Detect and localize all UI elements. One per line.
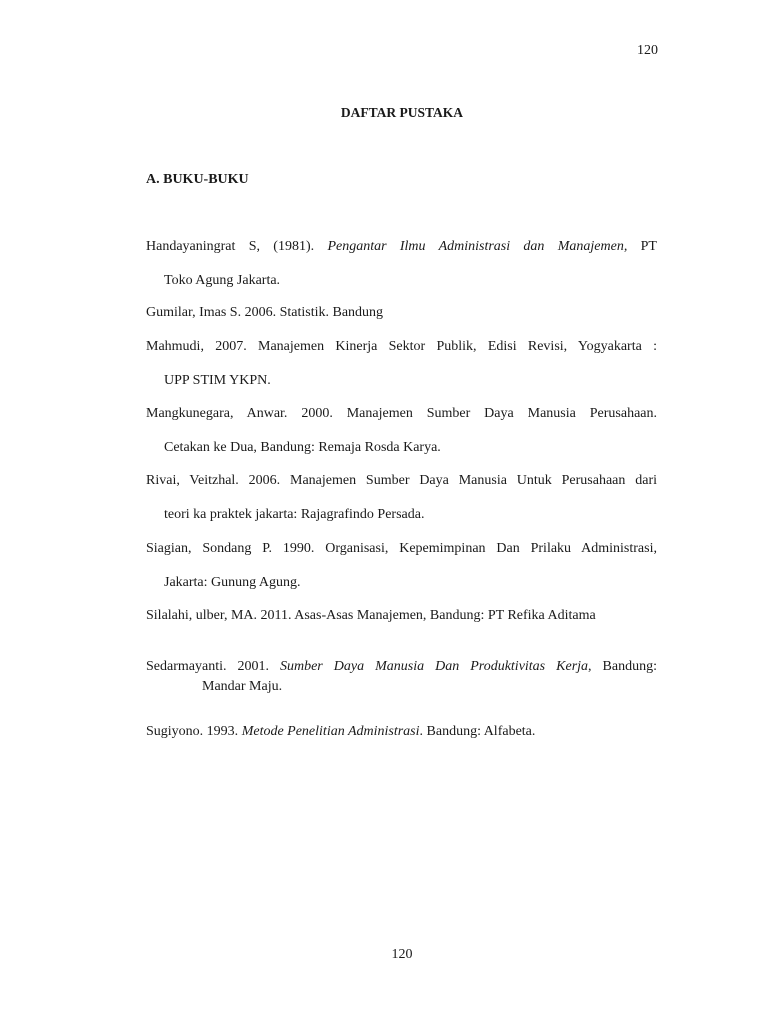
reference-continuation: Toko Agung Jakarta. bbox=[164, 273, 281, 288]
reference-continuation: UPP STIM YKPN. bbox=[164, 373, 271, 388]
reference-line: Mangkunegara, Anwar. 2000. Manajemen Sumber Daya Manusia Perusahaan. bbox=[146, 406, 657, 421]
reference-continuation: Mandar Maju. bbox=[202, 679, 283, 694]
reference-line: Sedarmayanti. 2001. Sumber Daya Manusia Dan Produktivitas Kerja, Bandung: bbox=[146, 659, 657, 674]
reference-title: Metode Penelitian Administrasi bbox=[241, 724, 420, 739]
reference-entry bbox=[146, 657, 657, 697]
section-heading: A. BUKU-BUKU bbox=[146, 172, 249, 187]
reference-line: Rivai, Veitzhal. 2006. Manajemen Sumber Daya Manusia Untuk Perusahaan dari bbox=[146, 473, 657, 488]
reference-line: Siagian, Sondang P. 1990. Organisasi, Kepemimpinan Dan Prilaku Administrasi, bbox=[146, 541, 657, 556]
reference-continuation: teori ka praktek jakarta: Rajagrafindo Persada. bbox=[164, 507, 425, 522]
reference-title: Sumber Daya Manusia Dan Produktivitas Kerja bbox=[279, 659, 589, 674]
reference-entry bbox=[146, 330, 657, 398]
reference-line: Silalahi, ulber, MA. 2011. Asas-Asas Manajemen, Bandung: PT Refika Aditama bbox=[146, 608, 596, 623]
reference-entry bbox=[146, 397, 657, 465]
reference-entry bbox=[146, 532, 657, 600]
reference-entry bbox=[146, 230, 657, 298]
reference-line: Sugiyono. 1993. Metode Penelitian Administrasi. Bandung: Alfabeta. bbox=[146, 724, 536, 739]
reference-title: Pengantar Ilmu Administrasi dan Manajemen, bbox=[327, 239, 628, 254]
page-number-top: 120 bbox=[637, 43, 658, 58]
page-number-bottom: 120 bbox=[391, 947, 413, 962]
page-title: DAFTAR PUSTAKA bbox=[340, 105, 464, 120]
reference-continuation: Cetakan ke Dua, Bandung: Remaja Rosda Karya. bbox=[164, 440, 441, 455]
reference-entry bbox=[146, 599, 657, 633]
reference-line: Mahmudi, 2007. Manajemen Kinerja Sektor Publik, Edisi Revisi, Yogyakarta : bbox=[146, 339, 657, 354]
reference-line: Gumilar, Imas S. 2006. Statistik. Bandung bbox=[146, 305, 384, 320]
reference-continuation: Jakarta: Gunung Agung. bbox=[164, 575, 301, 590]
reference-entry bbox=[146, 722, 657, 742]
reference-line: Handayaningrat S, (1981). Pengantar Ilmu Administrasi dan Manajemen, PT bbox=[146, 239, 657, 254]
reference-entry bbox=[146, 296, 657, 330]
reference-entry bbox=[146, 464, 657, 532]
